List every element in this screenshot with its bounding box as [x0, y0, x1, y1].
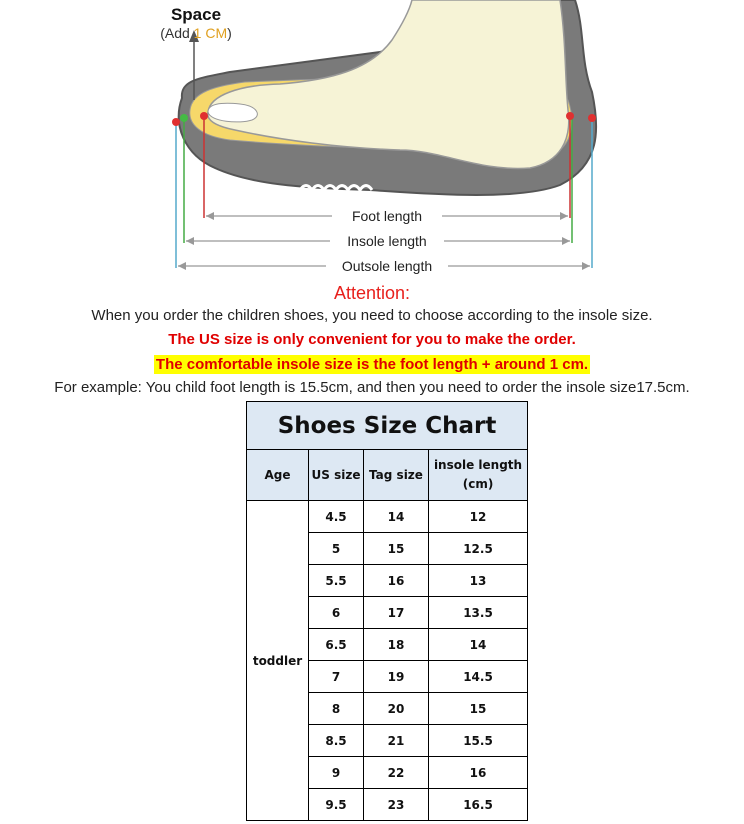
- foot-length-measure: [206, 208, 568, 224]
- foot-left-dot: [200, 112, 208, 120]
- us-size-cell: 5: [309, 533, 364, 565]
- age-group-cell: toddler: [247, 501, 309, 821]
- insole-length-header: insole length (cm): [429, 450, 528, 501]
- insole-length-cell: 15: [429, 693, 528, 725]
- insole-left-dot: [180, 114, 188, 122]
- tag-size-cell: 15: [364, 533, 429, 565]
- tag-size-cell: 17: [364, 597, 429, 629]
- shoe-size-diagram: [0, 0, 744, 280]
- toe-shape: [208, 103, 257, 122]
- insole-length-cell: 16.5: [429, 789, 528, 821]
- size-chart-title: Shoes Size Chart: [247, 402, 528, 450]
- tag-size-cell: 19: [364, 661, 429, 693]
- tag-size-cell: 16: [364, 565, 429, 597]
- space-sub-label: (Add 1 CM): [160, 25, 232, 41]
- insole-length-cell: 12: [429, 501, 528, 533]
- foot-length-label: Foot length: [351, 208, 423, 224]
- insole-length-label: Insole length: [347, 233, 427, 249]
- tag-size-cell: 20: [364, 693, 429, 725]
- tag-size-cell: 22: [364, 757, 429, 789]
- foot-right-dot: [566, 112, 574, 120]
- us-size-cell: 4.5: [309, 501, 364, 533]
- tag-size-header: Tag size: [364, 450, 429, 501]
- insole-length-cell: 14.5: [429, 661, 528, 693]
- outsole-length-measure: [178, 258, 590, 274]
- size-chart-header-row: [247, 450, 528, 501]
- tag-size-cell: 23: [364, 789, 429, 821]
- attention-heading: Attention:: [333, 283, 411, 303]
- outsole-left-dot: [172, 118, 180, 126]
- us-size-cell: 5.5: [309, 565, 364, 597]
- outsole-length-label: Outsole length: [341, 258, 433, 274]
- insole-instruction-text: When you order the children shoes, you need to choose according to the insole size.: [91, 307, 653, 324]
- tag-size-cell: 14: [364, 501, 429, 533]
- insole-length-cell: 16: [429, 757, 528, 789]
- insole-length-cell: 15.5: [429, 725, 528, 757]
- age-header: Age: [247, 450, 309, 501]
- us-size-note: The US size is only convenient for you to make the order.: [168, 331, 576, 348]
- us-size-cell: 7: [309, 661, 364, 693]
- us-size-cell: 9: [309, 757, 364, 789]
- insole-length-measure: [186, 233, 570, 249]
- us-size-header: US size: [309, 450, 364, 501]
- tag-size-cell: 21: [364, 725, 429, 757]
- shoes-size-chart: [246, 401, 528, 821]
- insole-length-cell: 12.5: [429, 533, 528, 565]
- outsole-right-dot: [588, 114, 596, 122]
- comfort-note-wrapper: [0, 355, 744, 374]
- us-size-cell: 9.5: [309, 789, 364, 821]
- size-chart-body: [247, 501, 528, 821]
- insole-length-cell: 13: [429, 565, 528, 597]
- us-size-cell: 8: [309, 693, 364, 725]
- comfort-insole-note: The comfortable insole size is the foot length + around 1 cm.: [155, 356, 589, 373]
- space-label: Space: [170, 5, 222, 24]
- insole-length-cell: 14: [429, 629, 528, 661]
- us-size-cell: 8.5: [309, 725, 364, 757]
- tag-size-cell: 18: [364, 629, 429, 661]
- us-size-cell: 6: [309, 597, 364, 629]
- table-row: [247, 501, 528, 533]
- example-text: For example: You child foot length is 15.5cm, and then you need to order the insole size17.5cm.: [54, 379, 690, 396]
- us-size-cell: 6.5: [309, 629, 364, 661]
- insole-length-cell: 13.5: [429, 597, 528, 629]
